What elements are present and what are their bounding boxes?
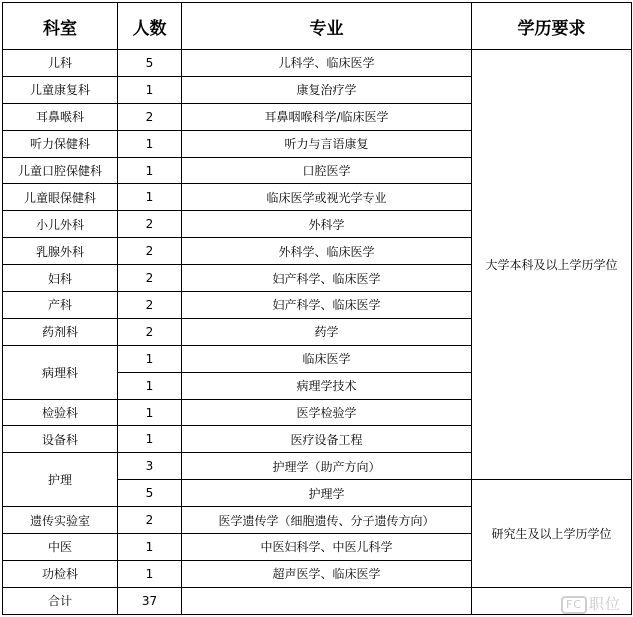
major-cell: 护理学 — [182, 480, 472, 507]
count-cell: 2 — [118, 318, 182, 345]
dept-cell: 功检科 — [3, 560, 118, 587]
major-cell: 病理学技术 — [182, 372, 472, 399]
count-cell: 3 — [118, 453, 182, 480]
header-major: 专业 — [182, 3, 472, 50]
dept-cell: 病理科 — [3, 345, 118, 399]
dept-cell: 儿童康复科 — [3, 76, 118, 103]
watermark-text: 职位 — [588, 595, 621, 613]
count-cell: 2 — [118, 292, 182, 319]
total-count: 37 — [118, 587, 182, 614]
dept-cell: 小儿外科 — [3, 211, 118, 238]
count-cell: 2 — [118, 265, 182, 292]
count-cell: 1 — [118, 157, 182, 184]
count-cell: 1 — [118, 426, 182, 453]
dept-cell: 中医 — [3, 534, 118, 561]
total-row — [3, 587, 632, 614]
total-major-empty — [182, 587, 472, 614]
count-cell: 2 — [118, 103, 182, 130]
count-cell: 1 — [118, 534, 182, 561]
dept-cell: 儿童口腔保健科 — [3, 157, 118, 184]
dept-cell: 产科 — [3, 292, 118, 319]
education-cell-bachelor: 大学本科及以上学历学位 — [472, 50, 632, 480]
dept-cell: 检验科 — [3, 399, 118, 426]
dept-cell: 妇科 — [3, 265, 118, 292]
dept-cell: 耳鼻喉科 — [3, 103, 118, 130]
recruitment-table — [2, 2, 632, 615]
table-row — [3, 50, 632, 77]
dept-cell: 设备科 — [3, 426, 118, 453]
count-cell: 2 — [118, 238, 182, 265]
major-cell: 临床医学或视光学专业 — [182, 184, 472, 211]
major-cell: 临床医学 — [182, 345, 472, 372]
count-cell: 1 — [118, 184, 182, 211]
dept-cell: 药剂科 — [3, 318, 118, 345]
count-cell: 1 — [118, 76, 182, 103]
major-cell: 外科学、临床医学 — [182, 238, 472, 265]
dept-cell: 乳腺外科 — [3, 238, 118, 265]
major-cell: 护理学（助产方向） — [182, 453, 472, 480]
major-cell: 超声医学、临床医学 — [182, 560, 472, 587]
header-education: 学历要求 — [472, 3, 632, 50]
dept-cell: 护理 — [3, 453, 118, 507]
dept-cell: 儿童眼保健科 — [3, 184, 118, 211]
count-cell: 1 — [118, 372, 182, 399]
count-cell: 1 — [118, 560, 182, 587]
watermark-logo-icon: FC — [561, 596, 587, 614]
education-cell-graduate: 研究生及以上学历学位 — [472, 480, 632, 588]
major-cell: 康复治疗学 — [182, 76, 472, 103]
major-cell: 医疗设备工程 — [182, 426, 472, 453]
count-cell: 2 — [118, 211, 182, 238]
major-cell: 听力与言语康复 — [182, 130, 472, 157]
total-label: 合计 — [3, 587, 118, 614]
major-cell: 外科学 — [182, 211, 472, 238]
major-cell: 妇产科学、临床医学 — [182, 292, 472, 319]
major-cell: 医学遗传学（细胞遗传、分子遗传方向） — [182, 507, 472, 534]
major-cell: 口腔医学 — [182, 157, 472, 184]
header-count: 人数 — [118, 3, 182, 50]
major-cell: 医学检验学 — [182, 399, 472, 426]
major-cell: 药学 — [182, 318, 472, 345]
major-cell: 中医妇科学、中医儿科学 — [182, 534, 472, 561]
dept-cell: 儿科 — [3, 50, 118, 77]
count-cell: 5 — [118, 480, 182, 507]
dept-cell: 听力保健科 — [3, 130, 118, 157]
watermark — [561, 593, 621, 614]
header-dept: 科室 — [3, 3, 118, 50]
major-cell: 耳鼻咽喉科学/临床医学 — [182, 103, 472, 130]
major-cell: 妇产科学、临床医学 — [182, 265, 472, 292]
major-cell: 儿科学、临床医学 — [182, 50, 472, 77]
count-cell: 1 — [118, 399, 182, 426]
count-cell: 1 — [118, 130, 182, 157]
count-cell: 1 — [118, 345, 182, 372]
dept-cell: 遗传实验室 — [3, 507, 118, 534]
table-header-row — [3, 3, 632, 50]
count-cell: 5 — [118, 50, 182, 77]
count-cell: 2 — [118, 507, 182, 534]
